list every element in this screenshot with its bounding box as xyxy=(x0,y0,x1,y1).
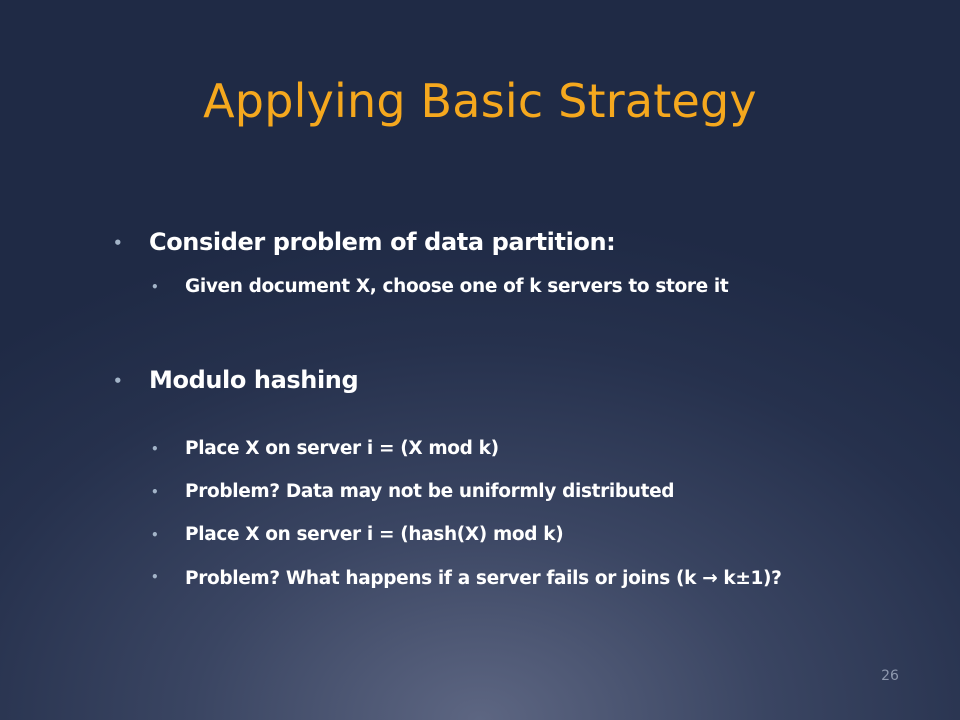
bullet-marker: • xyxy=(151,442,159,456)
bullet-marker: • xyxy=(113,234,123,252)
bullet-text: Place X on server i = (hash(X) mod k) xyxy=(185,524,564,545)
bullet-text: Modulo hashing xyxy=(149,366,359,394)
bullet-text: Problem? What happens if a server fails or joins (k → k±1)? xyxy=(185,568,782,589)
bullet-marker: • xyxy=(151,280,159,294)
bullet-text: Problem? Data may not be uniformly distributed xyxy=(185,481,675,502)
bullet-marker: • xyxy=(113,372,123,390)
slide-title: Applying Basic Strategy xyxy=(203,74,757,128)
bullet-text: Given document X, choose one of k servers to store it xyxy=(185,276,729,297)
page-number: 26 xyxy=(881,668,899,684)
bullet-text: Consider problem of data partition: xyxy=(149,228,616,256)
bullet-marker: • xyxy=(151,570,159,584)
bullet-marker: • xyxy=(151,485,159,499)
bullet-marker: • xyxy=(151,528,159,542)
bullet-text: Place X on server i = (X mod k) xyxy=(185,438,499,459)
